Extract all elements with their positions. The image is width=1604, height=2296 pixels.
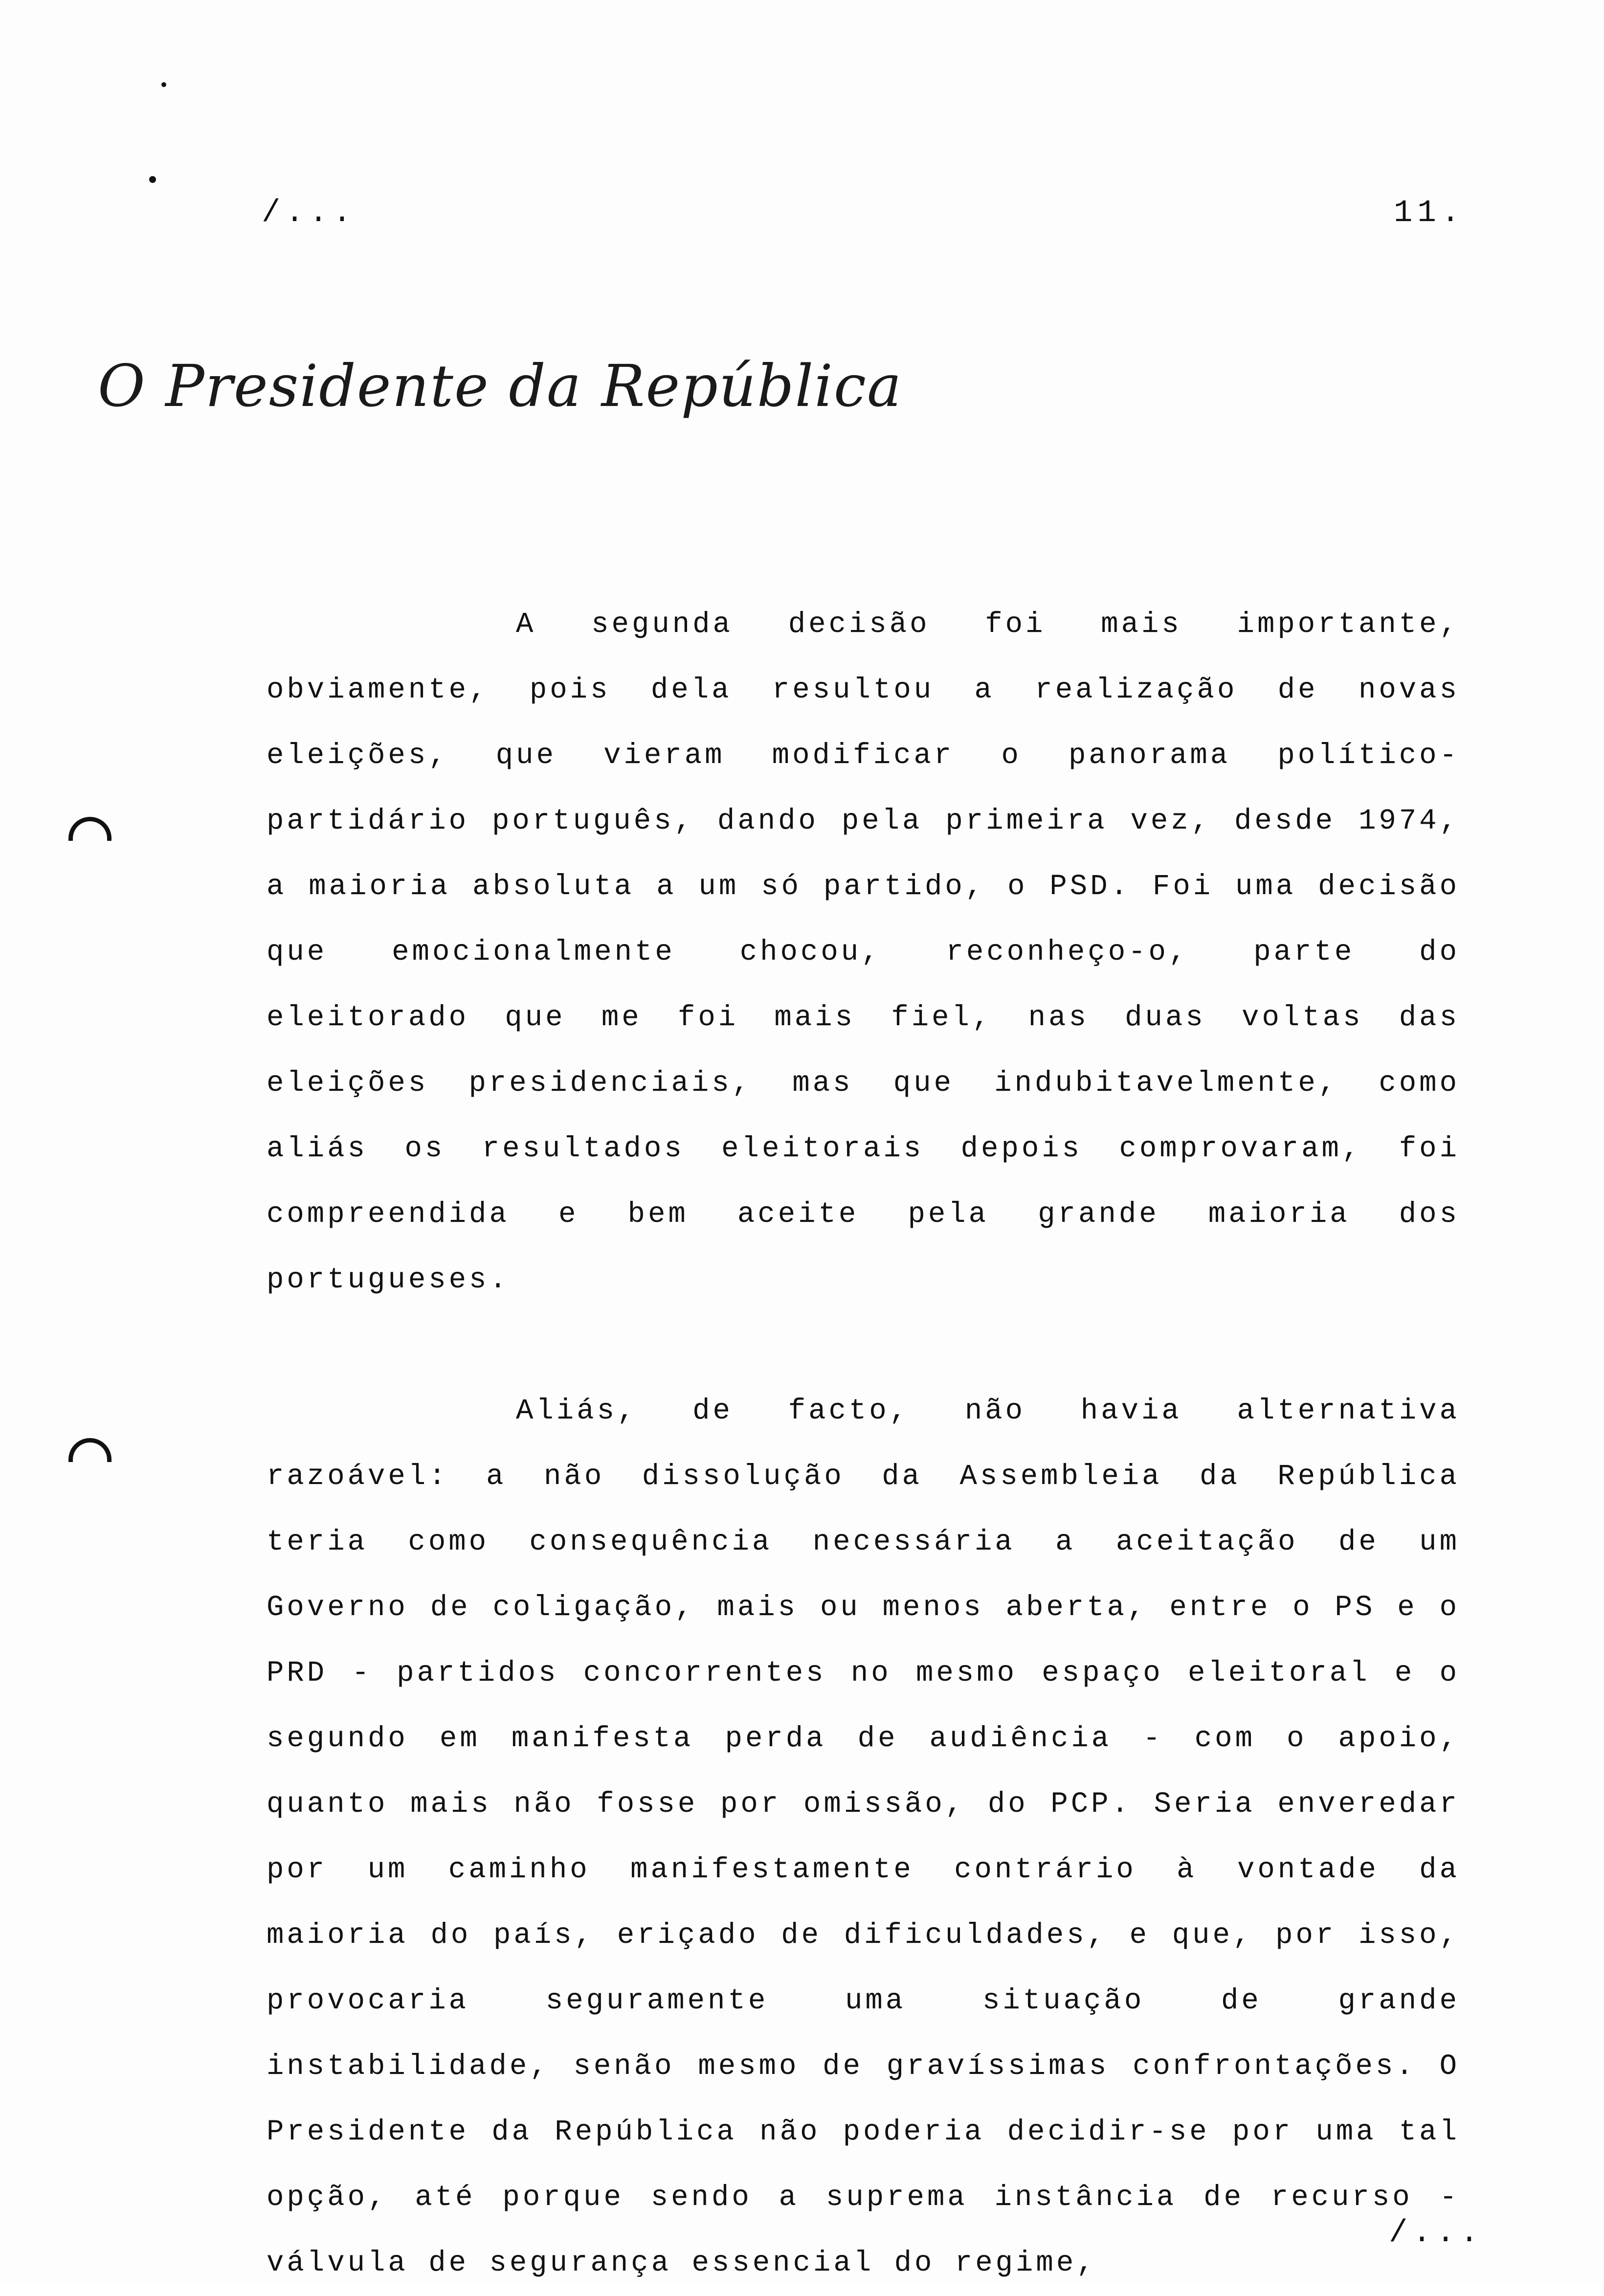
scan-speck [149, 176, 156, 183]
body-text [267, 592, 1460, 2296]
margin-bracket-mark [68, 1438, 111, 1462]
paragraph: A segunda decisão foi mais importante, obviamente, pois dela resultou a realização de novas eleições, que vieram modificar o panorama político-partidário português, dando pela primeira vez, desde 1974, a maioria absoluta a um só partido, o PSD. Foi uma decisão que emocionalmente chocou, reconheço-o, parte do eleitorado que me foi mais fiel, nas duas voltas das eleições presidenciais, mas que indubitavelmente, como aliás os resultados eleitorais depois comprovaram, foi compreendida e bem aceite pela grande maioria dos portugueses. [267, 608, 1460, 1296]
continuation-mark-bottom: /... [1389, 2216, 1484, 2251]
page-number: 11. [1394, 196, 1465, 231]
scan-speck [161, 82, 166, 87]
margin-bracket-mark [68, 817, 111, 841]
paragraph: Aliás, de facto, não havia alternativa razoável: a não dissolução da Assembleia da República teria como consequência necessária a aceitação de um Governo de coligação, mais ou menos aberta, entre o PS e o PRD - partidos concorrentes no mesmo espaço eleitoral e o segundo em manifesta perda de audiência - com o apoio, quanto mais não fosse por omissão, do PCP. Seria enveredar por um caminho manifestamente contrário à vontade da maioria do país, eriçado de dificuldades, e que, por isso, provocaria seguramente uma situação de grande instabilidade, senão mesmo de gravíssimas confrontações. O Presidente da República não poderia decidir-se por uma tal opção, até porque sendo a suprema instância de recurso - válvula de segurança essencial do regime, [267, 1395, 1460, 2279]
continuation-mark-top: /... [262, 196, 356, 231]
letterhead-title: O Presidente da República [98, 352, 903, 420]
